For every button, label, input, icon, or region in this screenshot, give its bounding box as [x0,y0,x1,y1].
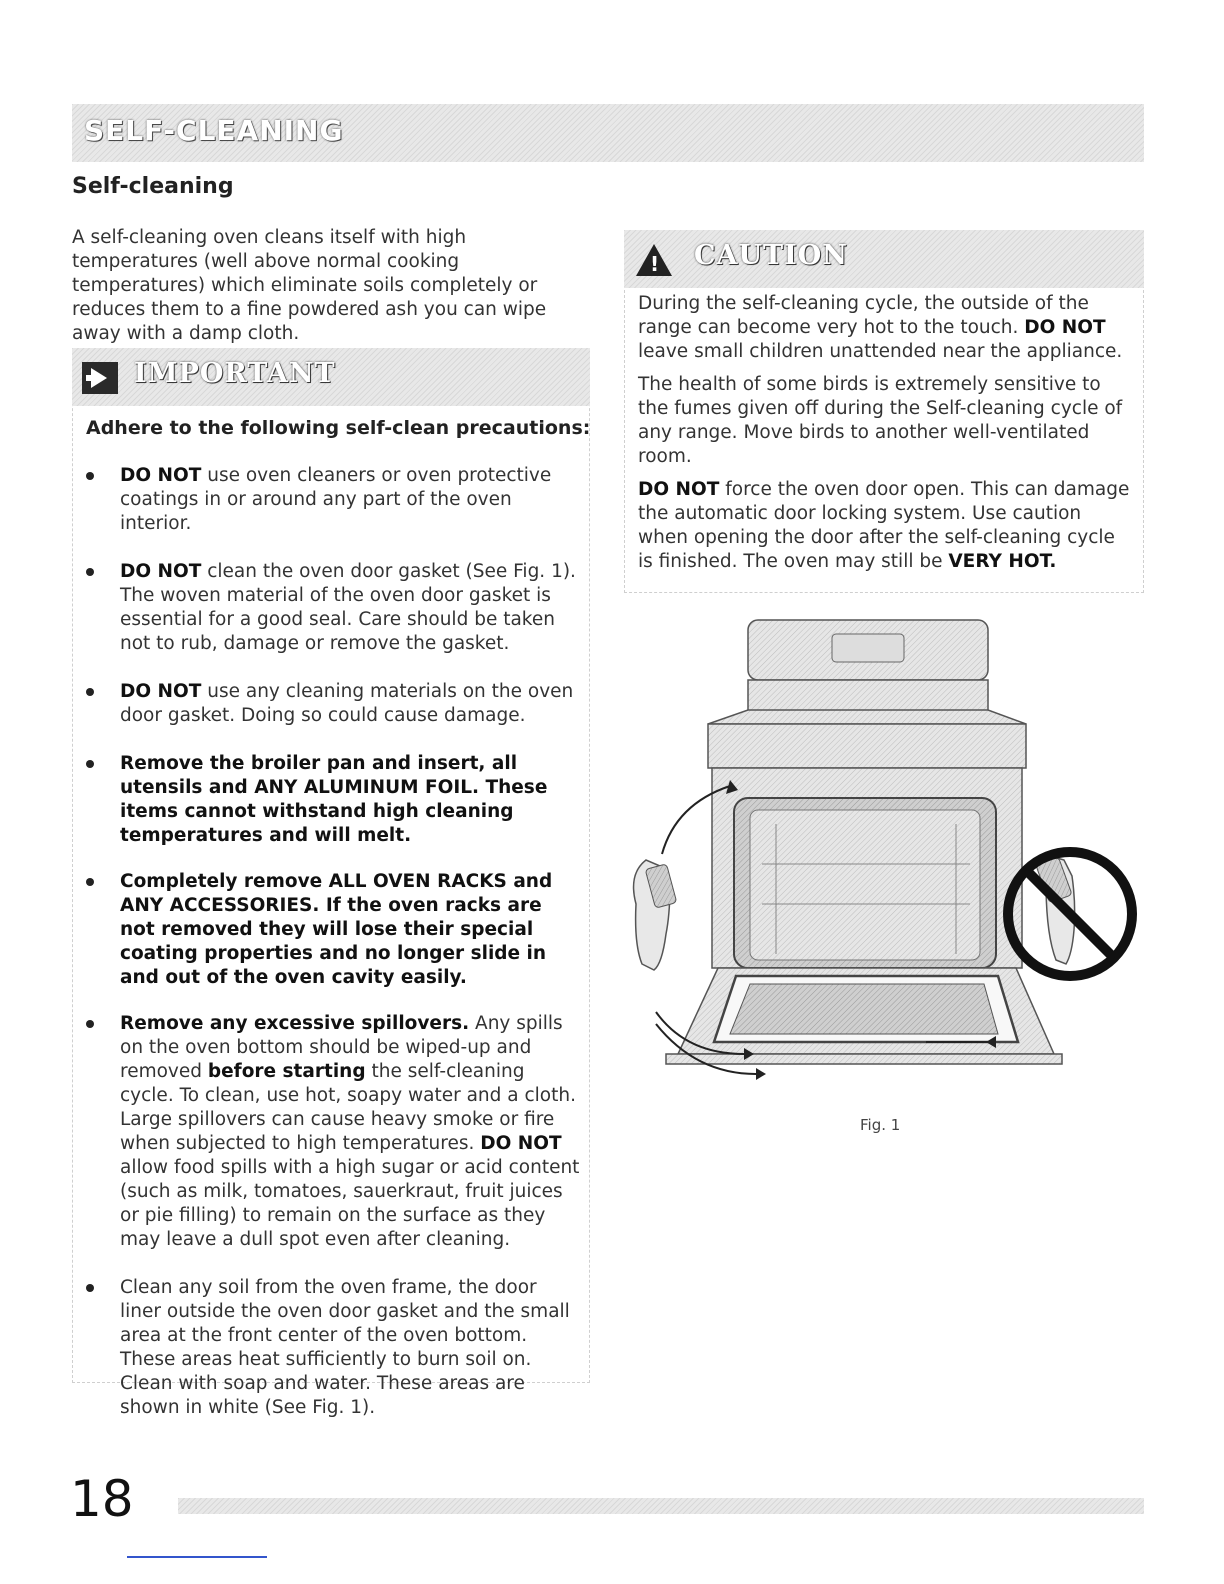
caution-text: force the oven door open. This can damage the automatic door locking system. Use caution when opening the door after the self-cleaning cycle is finished. The oven may still be [638,479,1130,572]
item-lead: Remove any excessive spillovers. [120,1013,470,1034]
caution-bold: DO NOT [638,479,720,500]
prohibited-icon [1008,852,1132,976]
important-label: IMPORTANT [134,358,336,389]
bullet-icon [86,688,94,696]
caution-text: During the self-cleaning cycle, the outside of the range can become very hot to the touch. [638,293,1089,338]
list-item [86,464,582,536]
oven-illustration [626,614,1146,1094]
item-text: Clean any soil from the oven frame, the door liner outside the oven door gasket and the small area at the front center of the oven bottom. These areas heat sufficiently to burn soil on. Clean with soap and water. These areas are shown in white (See Fig. 1). [120,1277,570,1418]
item-lead: DO NOT [120,561,202,582]
item-text: use oven cleaners or oven protective coatings in or around any part of the oven interior. [120,465,552,534]
item-text: Remove the broiler pan and insert, all utensils and ANY ALUMINUM FOIL. These items cannot withstand high cleaning temperatures and will melt. [120,753,548,846]
caution-text: leave small children unattended near the appliance. [638,341,1123,362]
item-text: the self-cleaning cycle. To clean, use hot, soapy water and a cloth. Large spillovers can cause heavy smoke or fire when subjected to high temperatures. [120,1061,576,1154]
precaution-list [86,464,582,1420]
bullet-icon [86,568,94,576]
important-banner [72,348,590,406]
caution-bold: VERY HOT. [948,551,1057,572]
bullet-icon [86,472,94,480]
arrow-right-icon [82,362,118,394]
item-text: allow food spills with a high sugar or acid content (such as milk, tomatoes, sauerkraut, fruit juices or pie filling) to remain on the surface as they may leave a dull spot even after cleaning. [120,1157,580,1250]
figure-caption: Fig. 1 [860,1116,901,1134]
caution-paragraph-2: The health of some birds is extremely sensitive to the fumes given off during the Self-cleaning cycle of any range. Move birds to another well-ventilated room. [638,374,1123,467]
list-item [86,1276,582,1420]
footer-rule [178,1498,1144,1514]
caution-paragraph-3 [638,478,1134,574]
section-title: SELF-CLEANING [84,114,344,147]
footer-underline [127,1556,267,1558]
list-item [86,680,582,728]
hand-icon [634,860,677,970]
caution-bold: DO NOT [1024,317,1106,338]
item-text: Any spills on the oven bottom should be wiped-up and removed [120,1013,563,1082]
warning-triangle-icon [636,244,672,276]
bullet-icon [86,1020,94,1028]
list-item [86,752,582,848]
item-bold: before starting [207,1061,366,1082]
item-bold: DO NOT [480,1133,562,1154]
caution-banner [624,230,1144,288]
important-heading: Adhere to the following self-clean precautions: [86,417,591,439]
item-text: use any cleaning materials on the oven door gasket. Doing so could cause damage. [120,681,574,726]
list-item [86,1012,582,1252]
section-banner [72,104,1144,162]
intro-paragraph: A self-cleaning oven cleans itself with high temperatures (well above normal cooking temperatures) which eliminate soils completely or reduces them to a fine powdered ash you can wipe away with a damp cloth. [72,227,547,344]
bullet-icon [86,760,94,768]
item-lead: DO NOT [120,681,202,702]
item-text: Completely remove ALL OVEN RACKS and ANY ACCESSORIES. If the oven racks are not removed they will lose their special coating properties and no longer slide in and out of the oven cavity easily. [120,871,553,988]
item-text: clean the oven door gasket (See Fig. 1). The woven material of the oven door gasket is essential for a good seal. Care should be taken not to rub, damage or remove the gasket. [120,561,576,654]
bullet-icon [86,1284,94,1292]
caution-label: CAUTION [694,240,848,271]
page-number: 18 [70,1470,134,1528]
item-lead: DO NOT [120,465,202,486]
bullet-icon [86,878,94,886]
list-item [86,560,582,656]
subheading: Self-cleaning [72,174,234,199]
caution-paragraph-1 [638,292,1134,364]
list-item [86,870,582,990]
